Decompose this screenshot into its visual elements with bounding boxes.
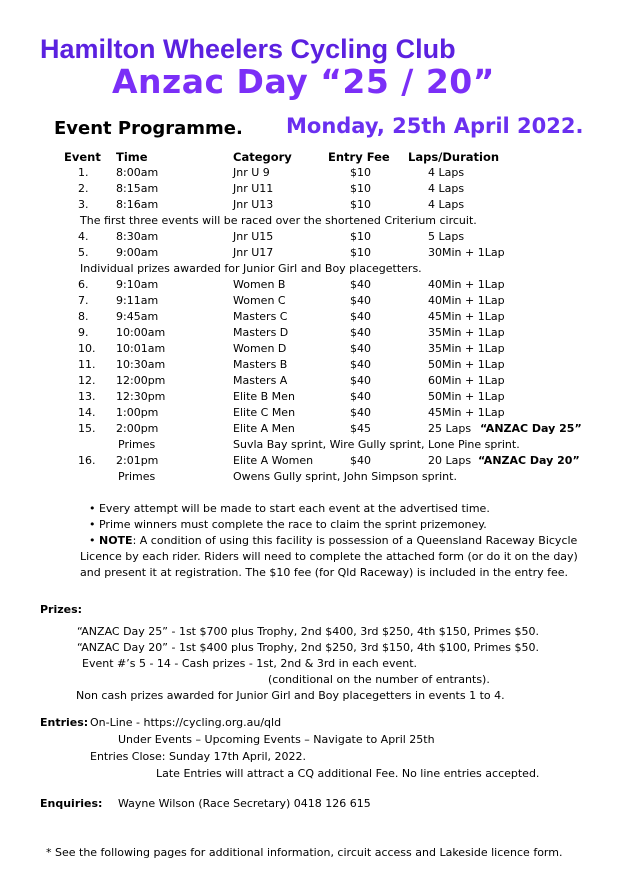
row-laps: 4 Laps (428, 182, 465, 195)
row-time: 2:01pm (116, 454, 159, 467)
primes-label: Primes (118, 470, 156, 483)
row-time: 10:00am (116, 326, 166, 339)
row-fee: $10 (350, 182, 371, 195)
row-time: 9:45am (116, 310, 159, 323)
col-header-time: Time (116, 150, 148, 164)
row-time: 2:00pm (116, 422, 159, 435)
row-fee: $40 (350, 326, 371, 339)
enquiries-contact: Wayne Wilson (Race Secretary) 0418 126 615 (118, 797, 371, 810)
table-row (0, 310, 640, 326)
row-time: 8:16am (116, 198, 159, 211)
row-laps: 4 Laps (428, 166, 465, 179)
row-event: 9. (78, 326, 89, 339)
criterium-note: The first three events will be raced over the shortened Criterium circuit. (80, 214, 477, 227)
row-event: 16. (78, 454, 96, 467)
footer-note: * See the following pages for additional information, circuit access and Lakeside licence form. (46, 846, 563, 859)
row-fee: $45 (350, 422, 371, 435)
row-laps: 5 Laps (428, 230, 465, 243)
row-category: Elite A Women (233, 454, 314, 467)
row-event: 6. (78, 278, 89, 291)
row-time: 10:01am (116, 342, 166, 355)
table-row (0, 294, 640, 310)
row-laps: 45Min + 1Lap (428, 406, 505, 419)
row-time: 12:30pm (116, 390, 166, 403)
row-event: 3. (78, 198, 89, 211)
row-fee: $40 (350, 342, 371, 355)
entries-label: Entries: (40, 716, 89, 729)
row-laps: 50Min + 1Lap (428, 358, 505, 371)
bullet-prime-winners: • Prime winners must complete the race to claim the sprint prizemoney. (89, 518, 487, 531)
row-category: Masters C (233, 310, 288, 323)
row-time: 12:00pm (116, 374, 166, 387)
row-fee: $40 (350, 390, 371, 403)
row-event: 15. (78, 422, 96, 435)
row-fee: $10 (350, 230, 371, 243)
row-category: Masters D (233, 326, 289, 339)
table-row (0, 198, 640, 214)
row-laps: 4 Laps (428, 198, 465, 211)
prize-line: (conditional on the number of entrants). (268, 673, 490, 686)
club-title: Hamilton Wheelers Cycling Club (40, 34, 456, 64)
row-event: 12. (78, 374, 96, 387)
prize-line: “ANZAC Day 25” - 1st $700 plus Trophy, 2nd $400, 3rd $250, 4th $150, Primes $50. (77, 625, 540, 638)
entries-navigation: Under Events – Upcoming Events – Navigate to April 25th (118, 733, 435, 746)
col-header-laps: Laps/Duration (408, 150, 500, 164)
row-category: Jnr U 9 (233, 166, 270, 179)
table-row (0, 166, 640, 182)
primes-label: Primes (118, 438, 156, 451)
table-row (0, 422, 640, 438)
row-time: 9:00am (116, 246, 159, 259)
row-event: 10. (78, 342, 96, 355)
race-tag: “ANZAC Day 25” (480, 422, 582, 435)
row-event: 2. (78, 182, 89, 195)
row-event: 8. (78, 310, 89, 323)
row-laps: 25 Laps (428, 422, 472, 435)
row-fee: $40 (350, 374, 371, 387)
programme-label: Event Programme. (54, 118, 243, 139)
col-header-event: Event (64, 150, 101, 164)
enquiries-label: Enquiries: (40, 797, 103, 810)
row-event: 7. (78, 294, 89, 307)
col-header-fee: Entry Fee (328, 150, 390, 164)
row-category: Masters A (233, 374, 288, 387)
prizes-label: Prizes: (40, 603, 83, 616)
col-header-category: Category (233, 150, 292, 164)
row-time: 9:10am (116, 278, 159, 291)
row-fee: $10 (350, 166, 371, 179)
row-category: Women C (233, 294, 286, 307)
row-laps: 50Min + 1Lap (428, 390, 505, 403)
row-fee: $40 (350, 278, 371, 291)
row-category: Women B (233, 278, 286, 291)
row-event: 1. (78, 166, 89, 179)
row-event: 5. (78, 246, 89, 259)
entries-online: On-Line - https://cycling.org.au/qld (90, 716, 282, 729)
primes-text: Owens Gully sprint, John Simpson sprint. (233, 470, 457, 483)
table-row (0, 278, 640, 294)
row-laps: 45Min + 1Lap (428, 310, 505, 323)
row-event: 13. (78, 390, 96, 403)
event-title: Anzac Day “25 / 20” (112, 62, 495, 101)
row-category: Masters B (233, 358, 288, 371)
row-event: 11. (78, 358, 96, 371)
entries-close: Entries Close: Sunday 17th April, 2022. (90, 750, 307, 763)
row-category: Jnr U17 (233, 246, 274, 259)
primes-row (0, 438, 640, 454)
table-row (0, 230, 640, 246)
prize-line: Event #’s 5 - 14 - Cash prizes - 1st, 2nd & 3rd in each event. (82, 657, 418, 670)
row-time: 8:00am (116, 166, 159, 179)
table-row (0, 390, 640, 406)
row-category: Jnr U13 (233, 198, 274, 211)
row-time: 1:00pm (116, 406, 159, 419)
bullet-prefix: • (89, 534, 99, 547)
row-laps: 35Min + 1Lap (428, 326, 505, 339)
bullet-licence-note (89, 534, 577, 547)
table-row (0, 374, 640, 390)
row-fee: $40 (350, 310, 371, 323)
row-category: Elite A Men (233, 422, 295, 435)
row-fee: $10 (350, 198, 371, 211)
row-fee: $40 (350, 406, 371, 419)
row-laps: 30Min + 1Lap (428, 246, 505, 259)
race-tag: “ANZAC Day 20” (478, 454, 580, 467)
row-category: Jnr U15 (233, 230, 274, 243)
table-row (0, 326, 640, 342)
row-category: Elite B Men (233, 390, 295, 403)
prize-line: “ANZAC Day 20” - 1st $400 plus Trophy, 2nd $250, 3rd $150, 4th $100, Primes $50. (77, 641, 540, 654)
row-event: 14. (78, 406, 96, 419)
table-row (0, 182, 640, 198)
row-laps: 40Min + 1Lap (428, 278, 505, 291)
row-laps: 35Min + 1Lap (428, 342, 505, 355)
table-row (0, 342, 640, 358)
primes-row (0, 470, 640, 486)
table-row (0, 454, 640, 470)
bullet-start-time: • Every attempt will be made to start each event at the advertised time. (89, 502, 490, 515)
row-time: 8:30am (116, 230, 159, 243)
row-fee: $10 (350, 246, 371, 259)
table-row (0, 358, 640, 374)
row-time: 9:11am (116, 294, 159, 307)
row-category: Elite C Men (233, 406, 296, 419)
row-laps: 40Min + 1Lap (428, 294, 505, 307)
junior-prizes-note: Individual prizes awarded for Junior Girl and Boy placegetters. (80, 262, 422, 275)
row-fee: $40 (350, 294, 371, 307)
late-entries: Late Entries will attract a CQ additional Fee. No line entries accepted. (156, 767, 540, 780)
row-fee: $40 (350, 454, 371, 467)
row-laps: 60Min + 1Lap (428, 374, 505, 387)
table-row (0, 246, 640, 262)
primes-text: Suvla Bay sprint, Wire Gully sprint, Lone Pine sprint. (233, 438, 520, 451)
table-row (0, 406, 640, 422)
row-category: Women D (233, 342, 287, 355)
prize-line: Non cash prizes awarded for Junior Girl and Boy placegetters in events 1 to 4. (76, 689, 505, 702)
event-date: Monday, 25th April 2022. (286, 114, 584, 138)
note-label: NOTE (99, 534, 133, 547)
row-time: 10:30am (116, 358, 166, 371)
row-category: Jnr U11 (233, 182, 274, 195)
row-time: 8:15am (116, 182, 159, 195)
note-line-3: and present it at registration. The $10 fee (for Qld Raceway) is included in the entry fee. (80, 566, 569, 579)
note-line-1: : A condition of using this facility is possession of a Queensland Raceway Bicycle (132, 534, 578, 547)
note-line-2: Licence by each rider. Riders will need to complete the attached form (or do it on the day) (80, 550, 578, 563)
row-fee: $40 (350, 358, 371, 371)
row-event: 4. (78, 230, 89, 243)
row-laps: 20 Laps (428, 454, 472, 467)
